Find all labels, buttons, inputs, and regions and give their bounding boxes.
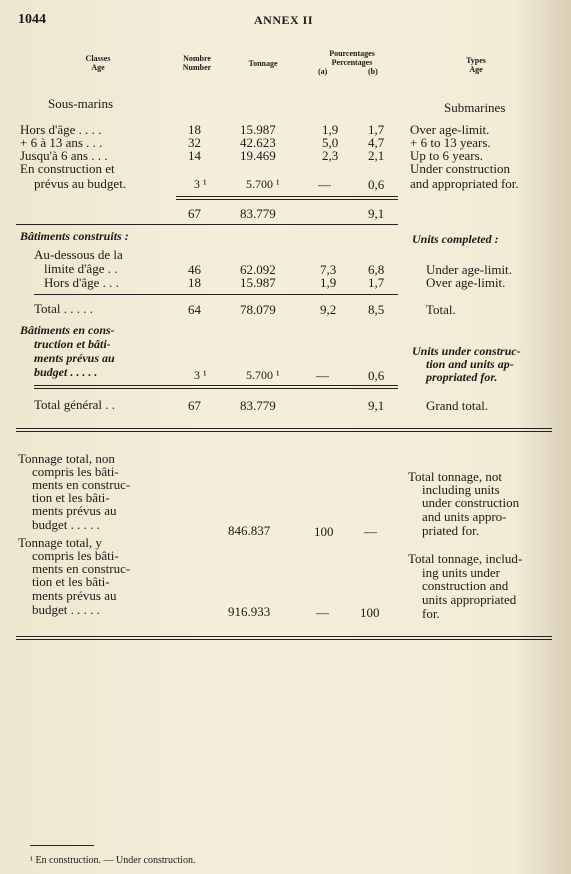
uc-pct-a: — xyxy=(316,368,329,383)
footnote: ¹ En construction. — Under construction. xyxy=(30,855,196,866)
tonnage-excl-en-2: including units xyxy=(422,482,500,497)
row-pct-a: 5,0 xyxy=(322,135,339,150)
header-number: Nombre Number xyxy=(182,54,212,72)
header-col-b: (b) xyxy=(368,67,378,76)
header-percentages: Pourcentages Percentages xyxy=(329,49,375,67)
completed-under-fr-2: limite d'âge . . xyxy=(44,261,118,276)
subtotal-number: 67 xyxy=(188,206,201,221)
completed-over-fr: Hors d'âge . . . xyxy=(44,275,119,290)
row-tonnage: 42.623 xyxy=(240,135,276,150)
tonnage-incl-en-5: for. xyxy=(422,606,440,621)
total-fr: Total . . . . . xyxy=(34,301,94,316)
construction-fr-2: prévus au budget. xyxy=(34,176,127,191)
row-tonnage: 15.987 xyxy=(240,122,276,137)
section-left: Sous-marins xyxy=(48,96,113,111)
tonnage-excl-pct-b: — xyxy=(364,524,377,539)
tonnage-incl-fr-5: ments prévus au xyxy=(32,588,117,603)
row-pct-a: 1,9 xyxy=(322,122,339,137)
construction-fr-1: En construction et xyxy=(20,161,115,176)
completed-under-number: 46 xyxy=(188,262,201,277)
tonnage-incl-en-2: ing units under xyxy=(422,565,500,580)
header-tonnage: Tonnage xyxy=(248,59,278,68)
page-number: 1044 xyxy=(18,12,46,27)
tonnage-excl-fr-3: ments en construc- xyxy=(32,477,131,492)
footnote-rule xyxy=(30,845,94,846)
total-en: Total. xyxy=(426,302,456,317)
uc-fr-1: Bâtiments en cons- xyxy=(20,323,115,337)
total-tonnage: 78.079 xyxy=(240,302,276,317)
subtotal-pct-b: 9,1 xyxy=(368,206,385,221)
completed-over-en: Over age-limit. xyxy=(426,275,506,290)
completed-under-en: Under age-limit. xyxy=(426,262,512,277)
grand-total-tonnage: 83.779 xyxy=(240,398,276,413)
grand-total-number: 67 xyxy=(188,398,201,413)
completed-over-pct-a: 1,9 xyxy=(320,275,337,290)
tonnage-incl-pct-b: 100 xyxy=(360,605,380,620)
uc-pct-b: 0,6 xyxy=(368,368,385,383)
rule xyxy=(34,388,398,389)
tonnage-incl-fr-4: tion et les bâti- xyxy=(32,574,110,589)
rule xyxy=(34,385,398,386)
completed-heading-fr: Bâtiments construits : xyxy=(20,229,129,243)
tonnage-excl-en-4: and units appro- xyxy=(422,509,507,524)
row-en: Over age-limit. xyxy=(410,122,490,137)
tonnage-incl-en-1: Total tonnage, includ- xyxy=(408,551,523,566)
rule xyxy=(16,224,398,225)
section-right: Submarines xyxy=(444,100,506,115)
tonnage-excl-fr-2: compris les bâti- xyxy=(32,464,119,479)
row-en: + 6 to 13 years. xyxy=(410,135,491,150)
rule xyxy=(176,196,398,197)
row-number: 14 xyxy=(188,148,201,163)
grand-total-fr: Total général . . xyxy=(34,397,116,412)
row-number: 18 xyxy=(188,122,201,137)
row-fr: Jusqu'à 6 ans . . . xyxy=(20,148,108,163)
row-fr: + 6 à 13 ans . . . xyxy=(20,135,103,150)
construction-pct-a: — xyxy=(318,177,331,192)
row-en: Up to 6 years. xyxy=(410,148,483,163)
construction-en-1: Under construction xyxy=(410,161,511,176)
tonnage-excl-pct-a: 100 xyxy=(314,524,334,539)
tonnage-incl-fr-3: ments en construc- xyxy=(32,561,131,576)
tonnage-excl-en-5: priated for. xyxy=(422,523,480,538)
row-number: 32 xyxy=(188,135,201,150)
tonnage-excl-en-1: Total tonnage, not xyxy=(408,469,503,484)
completed-under-pct-a: 7,3 xyxy=(320,262,337,277)
tonnage-incl-en-3: construction and xyxy=(422,578,509,593)
rule xyxy=(16,636,552,637)
rule xyxy=(16,428,552,429)
tonnage-incl-fr-6: budget . . . . . xyxy=(32,602,100,617)
rule xyxy=(16,431,552,432)
uc-fr-4: budget . . . . . xyxy=(34,365,98,379)
grand-total-pct-b: 9,1 xyxy=(368,398,385,413)
running-head: ANNEX II xyxy=(254,13,314,27)
completed-under-tonnage: 62.092 xyxy=(240,262,276,277)
tonnage-excl-fr-6: budget . . . . . xyxy=(32,517,100,532)
uc-fr-3: ments prévus au xyxy=(34,351,115,365)
rule xyxy=(176,199,398,200)
row-pct-a: 2,3 xyxy=(322,148,339,163)
uc-fr-2: truction et bâti- xyxy=(34,337,111,351)
completed-over-tonnage: 15.987 xyxy=(240,275,276,290)
row-fr: Hors d'âge . . . . xyxy=(20,122,102,137)
header-types: Types Age xyxy=(466,56,486,74)
tonnage-incl-value: 916.933 xyxy=(228,604,271,619)
tonnage-incl-en-4: units appropriated xyxy=(422,592,517,607)
row-pct-b: 2,1 xyxy=(368,148,385,163)
construction-number: 3 ¹ xyxy=(194,177,207,191)
construction-pct-b: 0,6 xyxy=(368,177,385,192)
completed-under-pct-b: 6,8 xyxy=(368,262,385,277)
uc-en-3: propriated for. xyxy=(426,370,498,384)
tonnage-incl-fr-1: Tonnage total, y xyxy=(18,535,102,550)
tonnage-excl-en-3: under construction xyxy=(422,495,520,510)
tonnage-excl-fr-5: ments prévus au xyxy=(32,503,117,518)
construction-tonnage: 5.700 ¹ xyxy=(246,177,280,191)
rule xyxy=(34,294,398,295)
row-pct-b: 4,7 xyxy=(368,135,385,150)
uc-en-1: Units under construc- xyxy=(412,344,521,358)
uc-number: 3 ¹ xyxy=(194,368,207,382)
completed-heading-en: Units completed : xyxy=(412,232,499,246)
uc-tonnage: 5.700 ¹ xyxy=(246,368,280,382)
subtotal-tonnage: 83.779 xyxy=(240,206,276,221)
header-col-a: (a) xyxy=(318,67,328,76)
rule xyxy=(16,639,552,640)
row-tonnage: 19.469 xyxy=(240,148,276,163)
construction-en-2: and appropriated for. xyxy=(410,176,519,191)
completed-under-fr-1: Au-dessous de la xyxy=(34,247,123,262)
tonnage-excl-value: 846.837 xyxy=(228,523,271,538)
uc-en-2: tion and units ap- xyxy=(426,357,514,371)
grand-total-en: Grand total. xyxy=(426,398,489,413)
tonnage-excl-fr-4: tion et les bâti- xyxy=(32,490,110,505)
tonnage-excl-fr-1: Tonnage total, non xyxy=(18,451,115,466)
total-pct-b: 8,5 xyxy=(368,302,385,317)
row-pct-b: 1,7 xyxy=(368,122,385,137)
tonnage-incl-pct-a: — xyxy=(316,605,329,620)
total-pct-a: 9,2 xyxy=(320,302,337,317)
tonnage-incl-fr-2: compris les bâti- xyxy=(32,548,119,563)
total-number: 64 xyxy=(188,302,201,317)
header-classes: Classes Age xyxy=(85,54,111,72)
completed-over-number: 18 xyxy=(188,275,201,290)
completed-over-pct-b: 1,7 xyxy=(368,275,385,290)
